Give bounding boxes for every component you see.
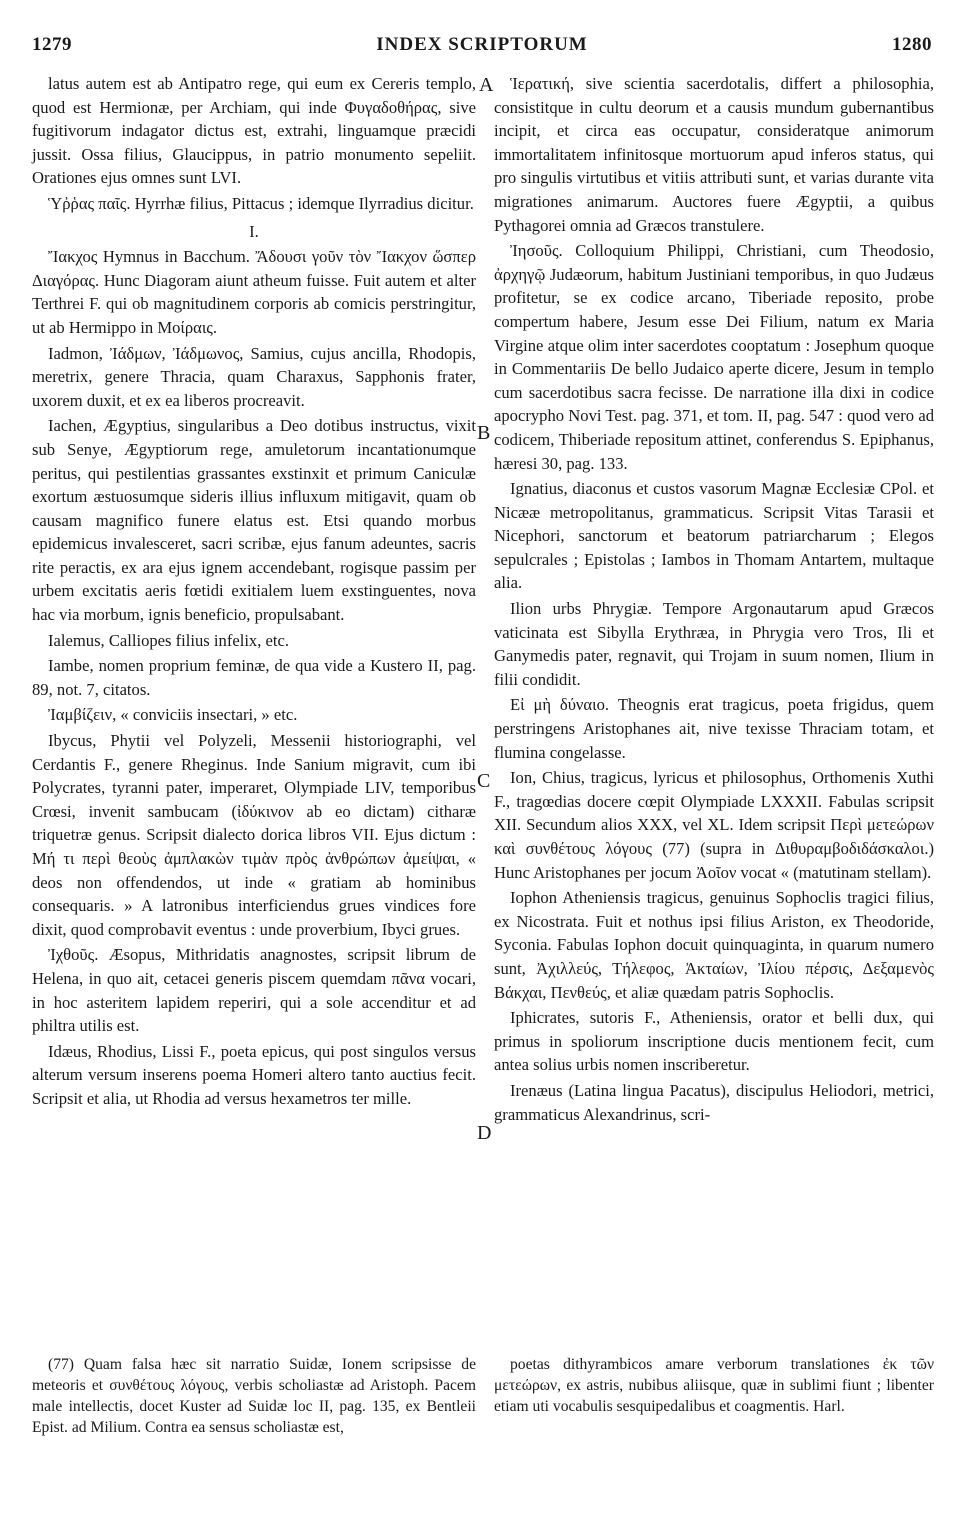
page-header [28,34,936,60]
entry-paragraph: Ignatius, diaconus et custos vasorum Magnæ Ecclesiæ CPol. et Nicææ metropolitanus, grammaticus. Scripsit Vitas Tarasii et Nicephori, sanctorum et beatorum patriarcharum ; Elegos sepulcrales ; Epistolas ; Iambos in Thomam Antartem, multaque alia. [494,479,934,593]
left-page-number: 1279 [32,34,72,55]
entry-paragraph: Ilion urbs Phrygiæ. Tempore Argonautarum apud Græcos vaticinata est Sibylla Erythræa, in Phrygia vero Tros, Ili et Ganymedis pater, regnavit, qui Trojam in suum nomen, Ilium in filii condidit. [494,599,934,689]
margin-marker-b: B [477,422,491,444]
footnote-left [32,1354,476,1438]
entry-paragraph: Ἱερατική, sive scientia sacerdotalis, differt a philosophia, consistitque in cultu deorum et a causis mundum gubernantibus incipit, et circa eas occupatur, consideratque animorum immortalitatem infinitosque mortuorum apud inferos status, qui pro singulis virtutibus et vitiis attributi sunt, et varias durante vita migrationes animarum. Auctores fuere Ægyptii, a quibus Pythagorei omnia ad Græcos transtulere. [494,74,934,235]
entry-paragraph: Iachen, Ægyptius, singularibus a Deo dotibus instructus, vixit sub Senye, Ægyptiorum rege, amuletorum incantationumque peritus, qui pestilentias grassantes exstinxit et primum Caniculæ exortum æstuosumque sideris illius influxum mitigavit, quam ob causam magnifico funere elatus est. Etsi quando morbus epidemicus invalesceret, sacri scribæ, ejus fanum adeuntes, sacris rite peractis, ex ara ejus ignem accendebant, rogisque passim per urbem excitatis aeris fœtidi exitialem luem exstinguentes, nova hac via morbum, ignis beneficio, propulsabant. [32,416,476,625]
entry-paragraph: Ἰαμβίζειν, « conviciis insectari, » etc. [48,705,298,725]
entry-paragraph: Ion, Chius, tragicus, lyricus et philosophus, Orthomenis Xuthi F., tragœdias docere cœpit Olympiade LXXXII. Fabulas scripsit XII. Secundum alios XXX, vel XL. Idem scripsit Περὶ μετεώρων καὶ συνθέτους λόγους (77) (supra in Διθυραμβοδιδάσκαλοι.) Hunc Aristophanes per jocum Ἀοῖον vocat « (matutinam stellam). [494,768,934,882]
running-title: INDEX SCRIPTORUM [376,34,588,55]
entry-paragraph: Ialemus, Calliopes filius infelix, etc. [48,630,290,650]
footnote-right [494,1354,934,1417]
entry-paragraph: Ἴακχος Hymnus in Bacchum. Ἄδουσι γοῦν τὸν Ἴακχον ὥσπερ Διαγόρας. Hunc Diagoram aiunt atheum fuisse. Fuit autem et alter Terthrei F. qui ob magnitudinem corporis ab comicis perstringitur, ut ab Hermippo in Μοίραις. [32,247,476,337]
entry-paragraph: latus autem est ab Antipatro rege, qui eum ex Cereris templo, quod est Hermionæ, per Archiam, qui inde Φυγαδοθήρας, sive fugitivorum indagator dictus est, extrahi, linguamque præcidi jussit. Ossa filius, Glaucippus, in patrio monumento sepeliit. Orationes ejus omnes sunt LVI. [32,74,476,188]
entry-paragraph: Iophon Atheniensis tragicus, genuinus Sophoclis tragici filius, ex Nicostrata. Fuit et nothus ipsi filius Ariston, ex Theodoride, Syconia. Fabulas Iophon docuit quinquaginta, in quarum numero sunt, Ἀχιλλεύς, Τήλεφος, Ἀκταίων, Ἰλίου πέρσις, Δεξαμενὸς Βάκχαι, Πενθεύς, et aliæ quædam patris Sophoclis. [494,888,934,1002]
footnote-text: poetas dithyrambicos amare verborum translationes ἐκ τῶν μετεώρων, ex astris, nubibus aliisque, quæ in sublimi fiunt ; libenter etiam uti vocabulis sesquipedalibus et coagmentis. Harl. [494,1356,934,1415]
section-letter: I. [249,221,259,241]
margin-marker-d: D [477,1122,492,1144]
entry-paragraph: Iphicrates, sutoris F., Atheniensis, orator et belli dux, qui primus in spoliorum inscriptione ducis mentionem fecit, cum antea solius urbis nomen inscriberetur. [494,1008,934,1075]
entry-paragraph: Iadmon, Ἰάδμων, Ἰάδμωνος, Samius, cujus ancilla, Rhodopis, meretrix, genere Thracia, quam Charaxus, Sapphonis frater, uxorem duxit, et ex ea liberos procreavit. [32,343,476,410]
left-column [32,72,476,1113]
footnote-text: (77) Quam falsa hæc sit narratio Suidæ, Ionem scripsisse de meteoris et συνθέτους λόγους, verbis scholiastæ ad Aristoph. Pacem male intellectis, docet Kuster ad Suidæ loc II, pag. 135, ex Bentleii Epist. ad Milium. Contra ea sensus scholiastæ est, [32,1356,476,1436]
entry-paragraph: Irenæus (Latina lingua Pacatus), discipulus Heliodori, metrici, grammaticus Alexandrinus, scri- [494,1080,934,1124]
margin-marker-a: A [479,74,494,96]
right-page-number: 1280 [892,34,932,55]
entry-paragraph: Ἰχθοῦς. Æsopus, Mithridatis anagnostes, scripsit librum de Helena, in quo ait, cetacei generis piscem quemdam πᾶνα vocari, in hoc asteritem lapidem reperiri, qui a sole accenditur et ad philtra utilis est. [32,945,476,1036]
entry-paragraph: Iambe, nomen proprium feminæ, de qua vide a Kustero II, pag. 89, not. 7, citatos. [32,656,476,699]
right-column [494,72,934,1128]
entry-paragraph: Ibycus, Phytii vel Polyzeli, Messenii historiographi, vel Cerdantis F., genere Rheginus. Inde Sanium migravit, cum ibi Polycrates, tyranni pater, imperaret, Olympiade LIV, temporibus Crœsi, invenit sambucam (ἰδύκινον ab eo dictam) citharæ triquetræ genus. Scripsit dialecto dorica libros VII. Ejus dictum : Μή τι περὶ θεοὺς ἀμπλακὼν τιμὰν πρὸς ἀνθρώπων ἀμείψαι, « deos non offendendos, ut inde « gratiam ab hominibus consequaris. » A latronibus interficiendus grues vindices fore dixit, quod comprobavit eventus : unde proverbium, Ibyci grues. [32,731,476,939]
entry-paragraph: Ὑῤῥας παῖς. Hyrrhæ filius, Pittacus ; idemque Ilyrradius dicitur. [48,193,474,213]
entry-paragraph: Ἰησοῦς. Colloquium Philippi, Christiani, cum Theodosio, ἀρχηγῷ Judæorum, habitum Justiniani temporibus, in quo Judæus profitetur, se ex codice arcano, Tiberiade reposito, probe compertum habere, Jesum esse Dei Filium, natum ex Maria Virgine atque olim inter sacerdotes cooptatum : Josephum quoque in Commentariis De bello Judaico aperte dicere, Jesum in templo cum sacerdotibus sacra fecisse. De narratione illa dixi in codice apocrypho Novi Test. pag. 371, et tom. II, pag. 547 : quod vero ad codicem, Thiberiade repositum attinet, conferendus S. Epiphanus, hæresi 30, pag. 133. [494,241,934,473]
margin-marker-c: C [477,770,491,792]
entry-paragraph: Idæus, Rhodius, Lissi F., poeta epicus, qui post singulos versus alterum versum inserens poema Homeri altero tanto auctius fecit. Scripsit et alia, ut Rhodia ad versus hexametros ter mille. [32,1041,476,1108]
entry-paragraph: Εἰ μὴ δύναιο. Theognis erat tragicus, poeta frigidus, quem perstringens Aristophanes ait, nive texisse Thraciam totam, et flumina congelasse. [494,695,934,762]
